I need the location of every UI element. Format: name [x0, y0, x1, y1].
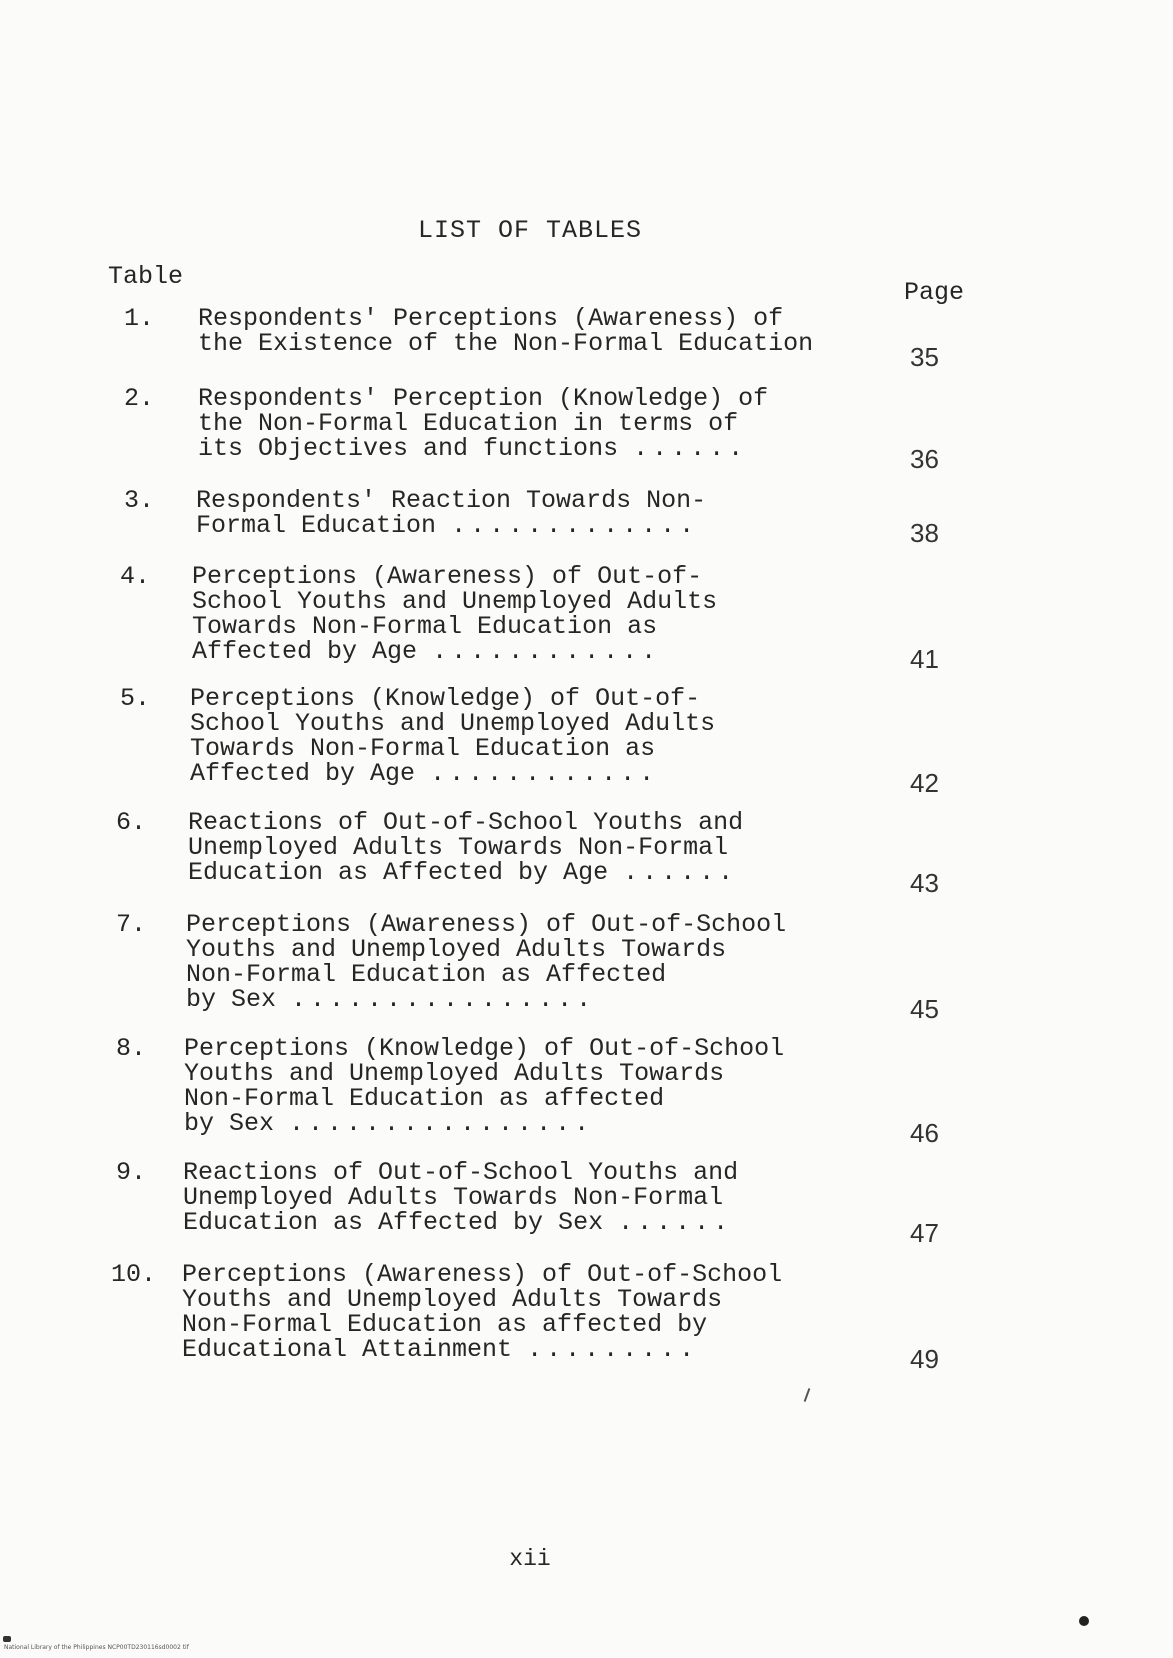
page-number: 36: [910, 444, 939, 474]
caption-line: Reactions of Out-of-School Youths and: [188, 808, 744, 837]
table-caption: [190, 686, 870, 786]
page-number: 49: [910, 1344, 939, 1374]
caption-line: Youths and Unemployed Adults Towards: [184, 1059, 725, 1088]
caption-line: Reactions of Out-of-School Youths and: [183, 1158, 739, 1187]
caption-line: the Existence of the Non-Formal Education: [198, 329, 814, 358]
table-number: 9.: [115, 1158, 146, 1187]
table-caption: [184, 1036, 864, 1136]
library-logo-icon: [3, 1636, 11, 1642]
dot-leader: ............: [430, 759, 659, 788]
caption-line: Respondents' Perceptions (Awareness) of: [198, 304, 784, 333]
table-caption: [182, 1262, 862, 1362]
caption-line: Youths and Unemployed Adults Towards: [186, 935, 727, 964]
table-caption: [188, 810, 868, 885]
table-number: 10.: [110, 1260, 156, 1289]
page-number: 45: [910, 994, 939, 1024]
ink-spot: [1079, 1616, 1089, 1626]
caption-line: Perceptions (Awareness) of Out-of-School: [186, 910, 787, 939]
dot-leader: ................: [289, 1109, 594, 1138]
page-title: LIST OF TABLES: [417, 216, 643, 245]
table-column-header: Table: [108, 262, 184, 291]
caption-line: [190, 761, 870, 786]
caption-line: [188, 860, 868, 885]
table-number: 6.: [115, 808, 146, 837]
caption-text: by Sex: [186, 985, 277, 1014]
caption-line: [196, 513, 876, 538]
caption-text: Education as Affected by Age: [188, 858, 609, 887]
scan-footer-stamp: National Library of the Philippines NCP00TD230116sd0002 tif: [4, 1644, 189, 1651]
page-column-header: Page: [904, 278, 965, 307]
dot-leader: ......: [618, 1208, 733, 1237]
caption-line: [184, 1111, 864, 1136]
table-number: 8.: [115, 1034, 146, 1063]
caption-line: [186, 987, 866, 1012]
dot-leader: ......: [633, 434, 748, 463]
caption-line: Perceptions (Awareness) of Out-of-: [192, 562, 703, 591]
caption-line: Towards Non-Formal Education as: [190, 734, 656, 763]
caption-line: Towards Non-Formal Education as: [192, 612, 658, 641]
caption-line: School Youths and Unemployed Adults: [192, 587, 718, 616]
caption-text: Education as Affected by Sex: [183, 1208, 604, 1237]
caption-text: Educational Attainment: [182, 1335, 513, 1364]
caption-line: the Non-Formal Education in terms of: [198, 409, 739, 438]
caption-line: [198, 436, 878, 461]
table-caption: [196, 488, 876, 538]
page-number: 41: [910, 644, 939, 674]
caption-line: School Youths and Unemployed Adults: [190, 709, 716, 738]
table-number: 1.: [123, 304, 154, 333]
caption-text: its Objectives and functions: [198, 434, 619, 463]
page-number: 46: [910, 1118, 939, 1148]
table-caption: [186, 912, 866, 1012]
caption-line: Non-Formal Education as Affected: [186, 960, 667, 989]
caption-line: Perceptions (Knowledge) of Out-of-: [190, 684, 701, 713]
caption-text: Affected by Age: [190, 759, 416, 788]
dot-leader: ............: [432, 637, 661, 666]
table-number: 3.: [123, 486, 154, 515]
caption-line: Unemployed Adults Towards Non-Formal: [183, 1183, 724, 1212]
caption-line: Perceptions (Awareness) of Out-of-School: [182, 1260, 783, 1289]
caption-text: Formal Education: [196, 511, 437, 540]
caption-line: Youths and Unemployed Adults Towards: [182, 1285, 723, 1314]
caption-line: [192, 639, 872, 664]
dot-leader: .........: [527, 1335, 699, 1364]
page-number: 47: [910, 1218, 939, 1248]
table-caption: [198, 306, 878, 356]
table-caption: [198, 386, 878, 461]
caption-line: [182, 1337, 862, 1362]
table-caption: [192, 564, 872, 664]
caption-line: Respondents' Perception (Knowledge) of: [198, 384, 769, 413]
dot-leader: ......: [623, 858, 738, 887]
page-number: 35: [910, 342, 939, 372]
caption-line: Non-Formal Education as affected by: [182, 1310, 708, 1339]
pencil-mark: [804, 1388, 811, 1402]
page-folio: xii: [509, 1546, 551, 1572]
page-number: 42: [910, 768, 939, 798]
caption-line: Respondents' Reaction Towards Non-: [196, 486, 707, 515]
dot-leader: .............: [451, 511, 699, 540]
page-number: 43: [910, 868, 939, 898]
table-number: 4.: [119, 562, 150, 591]
caption-text: Affected by Age: [192, 637, 418, 666]
table-number: 5.: [119, 684, 150, 713]
caption-line: Unemployed Adults Towards Non-Formal: [188, 833, 729, 862]
table-number: 2.: [123, 384, 154, 413]
caption-line: [183, 1210, 863, 1235]
table-number: 7.: [115, 910, 146, 939]
dot-leader: ................: [291, 985, 596, 1014]
table-caption: [183, 1160, 863, 1235]
caption-text: by Sex: [184, 1109, 275, 1138]
caption-line: Perceptions (Knowledge) of Out-of-School: [184, 1034, 785, 1063]
page-number: 38: [910, 518, 939, 548]
caption-line: Non-Formal Education as affected: [184, 1084, 665, 1113]
